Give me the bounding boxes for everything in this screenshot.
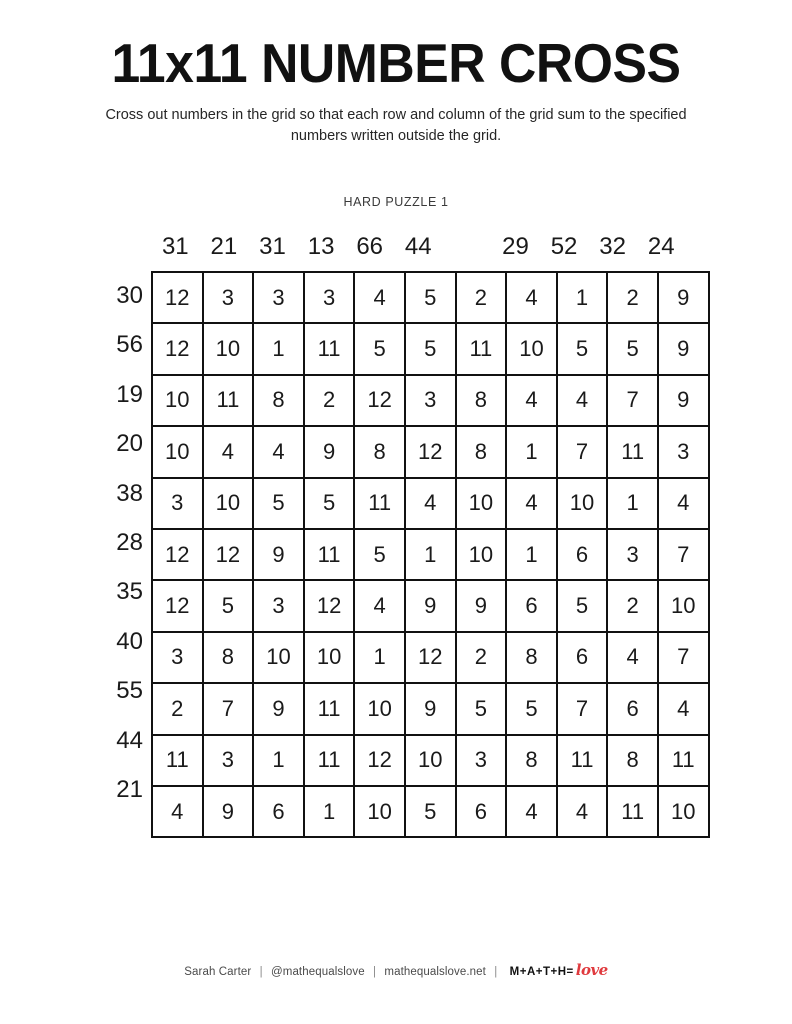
grid-cell-r4-c8[interactable]: 1 bbox=[506, 426, 557, 477]
column-sum-10: 32 bbox=[599, 233, 626, 260]
logo-plus-1: + bbox=[519, 966, 527, 978]
logo-plus-3: + bbox=[550, 966, 558, 978]
column-sum-4: 13 bbox=[307, 233, 335, 260]
logo-equals: = bbox=[566, 966, 574, 978]
logo-letter-h: H bbox=[557, 966, 567, 978]
grid-cell-r11-c4[interactable]: 1 bbox=[304, 786, 355, 837]
logo-letter-m: M bbox=[509, 966, 520, 978]
grid-cell-r1-c6[interactable]: 5 bbox=[405, 272, 456, 323]
grid-cell-r3-c4[interactable]: 2 bbox=[304, 375, 355, 426]
page-header bbox=[0, 0, 792, 147]
grid-cell-r4-c2[interactable]: 4 bbox=[203, 426, 254, 477]
grid-cell-r5-c4[interactable]: 5 bbox=[304, 478, 355, 529]
grid-cell-r1-c10[interactable]: 2 bbox=[607, 272, 658, 323]
number-grid bbox=[151, 271, 710, 838]
table-row bbox=[152, 323, 709, 374]
grid-cell-r1-c8[interactable]: 4 bbox=[506, 272, 557, 323]
column-sum-7 bbox=[443, 232, 492, 262]
grid-cell-r6-c3[interactable]: 9 bbox=[253, 529, 304, 580]
grid-cell-r7-c10[interactable]: 2 bbox=[607, 580, 658, 631]
grid-cell-r10-c7[interactable]: 3 bbox=[456, 735, 507, 786]
grid-cell-r7-c4[interactable]: 12 bbox=[304, 580, 355, 631]
grid-cell-r9-c2[interactable]: 7 bbox=[203, 683, 254, 734]
grid-cell-r9-c8[interactable]: 5 bbox=[506, 683, 557, 734]
grid-cell-r4-c10[interactable]: 11 bbox=[607, 426, 658, 477]
grid-cell-r10-c1[interactable]: 11 bbox=[152, 735, 203, 786]
grid-cell-r2-c5[interactable]: 5 bbox=[354, 323, 405, 374]
grid-cell-r8-c6[interactable]: 12 bbox=[405, 632, 456, 683]
footer-separator-1: | bbox=[259, 966, 263, 978]
grid-cell-r11-c3[interactable]: 6 bbox=[253, 786, 304, 837]
grid-cell-r3-c3[interactable]: 8 bbox=[253, 375, 304, 426]
grid-cell-r11-c8[interactable]: 4 bbox=[506, 786, 557, 837]
grid-cell-r2-c3[interactable]: 1 bbox=[253, 323, 304, 374]
footer-handle: @mathequalslove bbox=[270, 966, 365, 978]
grid-cell-r2-c1[interactable]: 12 bbox=[152, 323, 203, 374]
number-grid-body bbox=[152, 272, 709, 837]
number-grid-container bbox=[151, 271, 710, 838]
row-sum-10: 44 bbox=[116, 726, 143, 754]
table-row bbox=[152, 272, 709, 323]
grid-cell-r1-c3[interactable]: 3 bbox=[253, 272, 304, 323]
grid-cell-r3-c7[interactable]: 8 bbox=[456, 375, 507, 426]
grid-cell-r6-c9[interactable]: 6 bbox=[557, 529, 608, 580]
grid-cell-r5-c9[interactable]: 10 bbox=[557, 478, 608, 529]
grid-cell-r2-c4[interactable]: 11 bbox=[304, 323, 355, 374]
grid-cell-r2-c11[interactable]: 9 bbox=[658, 323, 709, 374]
grid-cell-r3-c5[interactable]: 12 bbox=[354, 375, 405, 426]
grid-cell-r10-c5[interactable]: 12 bbox=[354, 735, 405, 786]
grid-cell-r8-c5[interactable]: 1 bbox=[354, 632, 405, 683]
grid-cell-r1-c2[interactable]: 3 bbox=[203, 272, 254, 323]
grid-cell-r1-c1[interactable]: 12 bbox=[152, 272, 203, 323]
grid-cell-r3-c6[interactable]: 3 bbox=[405, 375, 456, 426]
column-sum-9: 52 bbox=[550, 233, 578, 260]
row-sum-7: 35 bbox=[116, 578, 143, 606]
column-sum-3: 31 bbox=[259, 233, 286, 260]
table-row bbox=[152, 426, 709, 477]
row-sum-8: 40 bbox=[116, 627, 143, 655]
grid-cell-r10-c2[interactable]: 3 bbox=[203, 735, 254, 786]
page-instructions: Cross out numbers in the grid so that each row and column of the grid sum to the specified numbers written outside the grid. bbox=[105, 107, 687, 145]
grid-cell-r9-c1[interactable]: 2 bbox=[152, 683, 203, 734]
grid-cell-r6-c7[interactable]: 10 bbox=[456, 529, 507, 580]
row-sum-6: 28 bbox=[116, 528, 143, 556]
grid-cell-r5-c2[interactable]: 10 bbox=[203, 478, 254, 529]
grid-cell-r11-c1[interactable]: 4 bbox=[152, 786, 203, 837]
math-equals-love-logo bbox=[509, 961, 608, 979]
grid-cell-r2-c6[interactable]: 5 bbox=[405, 323, 456, 374]
grid-cell-r7-c9[interactable]: 5 bbox=[557, 580, 608, 631]
grid-cell-r6-c4[interactable]: 11 bbox=[304, 529, 355, 580]
footer-website[interactable]: mathequalslove.net bbox=[384, 966, 486, 978]
grid-cell-r8-c10[interactable]: 4 bbox=[607, 632, 658, 683]
grid-cell-r5-c11[interactable]: 4 bbox=[658, 478, 709, 529]
grid-cell-r8-c9[interactable]: 6 bbox=[557, 632, 608, 683]
grid-cell-r5-c8[interactable]: 4 bbox=[506, 478, 557, 529]
grid-cell-r7-c7[interactable]: 9 bbox=[456, 580, 507, 631]
row-sum-9: 55 bbox=[116, 677, 143, 705]
grid-cell-r10-c9[interactable]: 11 bbox=[557, 735, 608, 786]
grid-cell-r5-c5[interactable]: 11 bbox=[354, 478, 405, 529]
grid-cell-r6-c10[interactable]: 3 bbox=[607, 529, 658, 580]
grid-cell-r8-c4[interactable]: 10 bbox=[304, 632, 355, 683]
grid-cell-r9-c9[interactable]: 7 bbox=[557, 683, 608, 734]
grid-cell-r11-c9[interactable]: 4 bbox=[557, 786, 608, 837]
grid-cell-r7-c6[interactable]: 9 bbox=[405, 580, 456, 631]
grid-cell-r10-c11[interactable]: 11 bbox=[658, 735, 709, 786]
grid-cell-r9-c4[interactable]: 11 bbox=[304, 683, 355, 734]
grid-cell-r6-c8[interactable]: 1 bbox=[506, 529, 557, 580]
grid-cell-r8-c8[interactable]: 8 bbox=[506, 632, 557, 683]
logo-plus-2: + bbox=[535, 966, 543, 978]
row-sum-2: 56 bbox=[116, 331, 143, 359]
grid-cell-r7-c1[interactable]: 12 bbox=[152, 580, 203, 631]
grid-cell-r6-c1[interactable]: 12 bbox=[152, 529, 203, 580]
grid-cell-r11-c10[interactable]: 11 bbox=[607, 786, 658, 837]
grid-cell-r11-c6[interactable]: 5 bbox=[405, 786, 456, 837]
grid-cell-r2-c8[interactable]: 10 bbox=[506, 323, 557, 374]
grid-cell-r6-c5[interactable]: 5 bbox=[354, 529, 405, 580]
table-row bbox=[152, 786, 709, 837]
grid-cell-r4-c5[interactable]: 8 bbox=[354, 426, 405, 477]
grid-cell-r2-c2[interactable]: 10 bbox=[203, 323, 254, 374]
grid-cell-r10-c10[interactable]: 8 bbox=[607, 735, 658, 786]
column-sum-5: 66 bbox=[356, 233, 384, 260]
logo-letter-t: T bbox=[542, 966, 551, 978]
grid-cell-r11-c2[interactable]: 9 bbox=[203, 786, 254, 837]
grid-cell-r9-c7[interactable]: 5 bbox=[456, 683, 507, 734]
logo-love-script: love bbox=[575, 961, 608, 979]
footer-separator-2: | bbox=[373, 966, 377, 978]
grid-cell-r9-c10[interactable]: 6 bbox=[607, 683, 658, 734]
grid-cell-r5-c10[interactable]: 1 bbox=[607, 478, 658, 529]
grid-cell-r1-c11[interactable]: 9 bbox=[658, 272, 709, 323]
footer-author: Sarah Carter bbox=[184, 966, 252, 978]
column-sums bbox=[151, 232, 686, 262]
grid-cell-r1-c4[interactable]: 3 bbox=[304, 272, 355, 323]
grid-cell-r1-c7[interactable]: 2 bbox=[456, 272, 507, 323]
page-title: 11x11 NUMBER CROSS bbox=[111, 32, 681, 94]
table-row bbox=[152, 529, 709, 580]
grid-cell-r7-c8[interactable]: 6 bbox=[506, 580, 557, 631]
grid-cell-r4-c1[interactable]: 10 bbox=[152, 426, 203, 477]
grid-cell-r10-c8[interactable]: 8 bbox=[506, 735, 557, 786]
footer-separator-3: | bbox=[494, 966, 498, 978]
grid-cell-r11-c7[interactable]: 6 bbox=[456, 786, 507, 837]
grid-cell-r4-c9[interactable]: 7 bbox=[557, 426, 608, 477]
grid-cell-r9-c3[interactable]: 9 bbox=[253, 683, 304, 734]
grid-cell-r2-c10[interactable]: 5 bbox=[607, 323, 658, 374]
grid-cell-r4-c7[interactable]: 8 bbox=[456, 426, 507, 477]
grid-cell-r3-c2[interactable]: 11 bbox=[203, 375, 254, 426]
grid-cell-r4-c11[interactable]: 3 bbox=[658, 426, 709, 477]
row-sum-4: 20 bbox=[116, 430, 143, 458]
grid-cell-r3-c9[interactable]: 4 bbox=[557, 375, 608, 426]
row-sum-5: 38 bbox=[116, 479, 143, 507]
table-row bbox=[152, 580, 709, 631]
grid-cell-r11-c11[interactable]: 10 bbox=[658, 786, 709, 837]
grid-cell-r10-c6[interactable]: 10 bbox=[405, 735, 456, 786]
grid-cell-r3-c10[interactable]: 7 bbox=[607, 375, 658, 426]
grid-cell-r2-c9[interactable]: 5 bbox=[557, 323, 608, 374]
grid-cell-r8-c2[interactable]: 8 bbox=[203, 632, 254, 683]
logo-letter-a: A bbox=[526, 966, 536, 978]
table-row bbox=[152, 683, 709, 734]
grid-cell-r8-c7[interactable]: 2 bbox=[456, 632, 507, 683]
column-sum-8: 29 bbox=[502, 233, 529, 260]
page-footer bbox=[0, 961, 792, 979]
row-sum-1: 30 bbox=[116, 282, 143, 309]
grid-cell-r5-c3[interactable]: 5 bbox=[253, 478, 304, 529]
grid-cell-r9-c5[interactable]: 10 bbox=[354, 683, 405, 734]
column-sum-6: 44 bbox=[404, 233, 432, 260]
grid-cell-r3-c11[interactable]: 9 bbox=[658, 375, 709, 426]
grid-cell-r4-c6[interactable]: 12 bbox=[405, 426, 456, 477]
row-sum-11: 21 bbox=[116, 775, 143, 803]
column-sum-11: 24 bbox=[647, 233, 675, 260]
column-sum-2: 21 bbox=[210, 233, 238, 260]
grid-cell-r6-c6[interactable]: 1 bbox=[405, 529, 456, 580]
grid-cell-r11-c5[interactable]: 10 bbox=[354, 786, 405, 837]
grid-cell-r6-c2[interactable]: 12 bbox=[203, 529, 254, 580]
grid-cell-r3-c8[interactable]: 4 bbox=[506, 375, 557, 426]
row-sum-3: 19 bbox=[116, 380, 143, 408]
grid-cell-r8-c3[interactable]: 10 bbox=[253, 632, 304, 683]
table-row bbox=[152, 735, 709, 786]
grid-cell-r10-c4[interactable]: 11 bbox=[304, 735, 355, 786]
grid-cell-r10-c3[interactable]: 1 bbox=[253, 735, 304, 786]
row-sums bbox=[95, 271, 143, 814]
grid-cell-r7-c2[interactable]: 5 bbox=[203, 580, 254, 631]
grid-cell-r6-c11[interactable]: 7 bbox=[658, 529, 709, 580]
grid-cell-r5-c6[interactable]: 4 bbox=[405, 478, 456, 529]
grid-cell-r7-c3[interactable]: 3 bbox=[253, 580, 304, 631]
grid-cell-r7-c11[interactable]: 10 bbox=[658, 580, 709, 631]
column-sum-1: 31 bbox=[161, 233, 189, 260]
puzzle-label: HARD PUZZLE 1 bbox=[343, 195, 449, 210]
table-row bbox=[152, 478, 709, 529]
grid-cell-r9-c6[interactable]: 9 bbox=[405, 683, 456, 734]
grid-cell-r8-c11[interactable]: 7 bbox=[658, 632, 709, 683]
grid-cell-r8-c1[interactable]: 3 bbox=[152, 632, 203, 683]
grid-cell-r5-c1[interactable]: 3 bbox=[152, 478, 203, 529]
grid-cell-r5-c7[interactable]: 10 bbox=[456, 478, 507, 529]
grid-cell-r4-c3[interactable]: 4 bbox=[253, 426, 304, 477]
grid-cell-r4-c4[interactable]: 9 bbox=[304, 426, 355, 477]
table-row bbox=[152, 375, 709, 426]
grid-cell-r9-c11[interactable]: 4 bbox=[658, 683, 709, 734]
grid-cell-r7-c5[interactable]: 4 bbox=[354, 580, 405, 631]
grid-cell-r1-c9[interactable]: 1 bbox=[557, 272, 608, 323]
grid-cell-r3-c1[interactable]: 10 bbox=[152, 375, 203, 426]
grid-cell-r1-c5[interactable]: 4 bbox=[354, 272, 405, 323]
table-row bbox=[152, 632, 709, 683]
grid-cell-r2-c7[interactable]: 11 bbox=[456, 323, 507, 374]
